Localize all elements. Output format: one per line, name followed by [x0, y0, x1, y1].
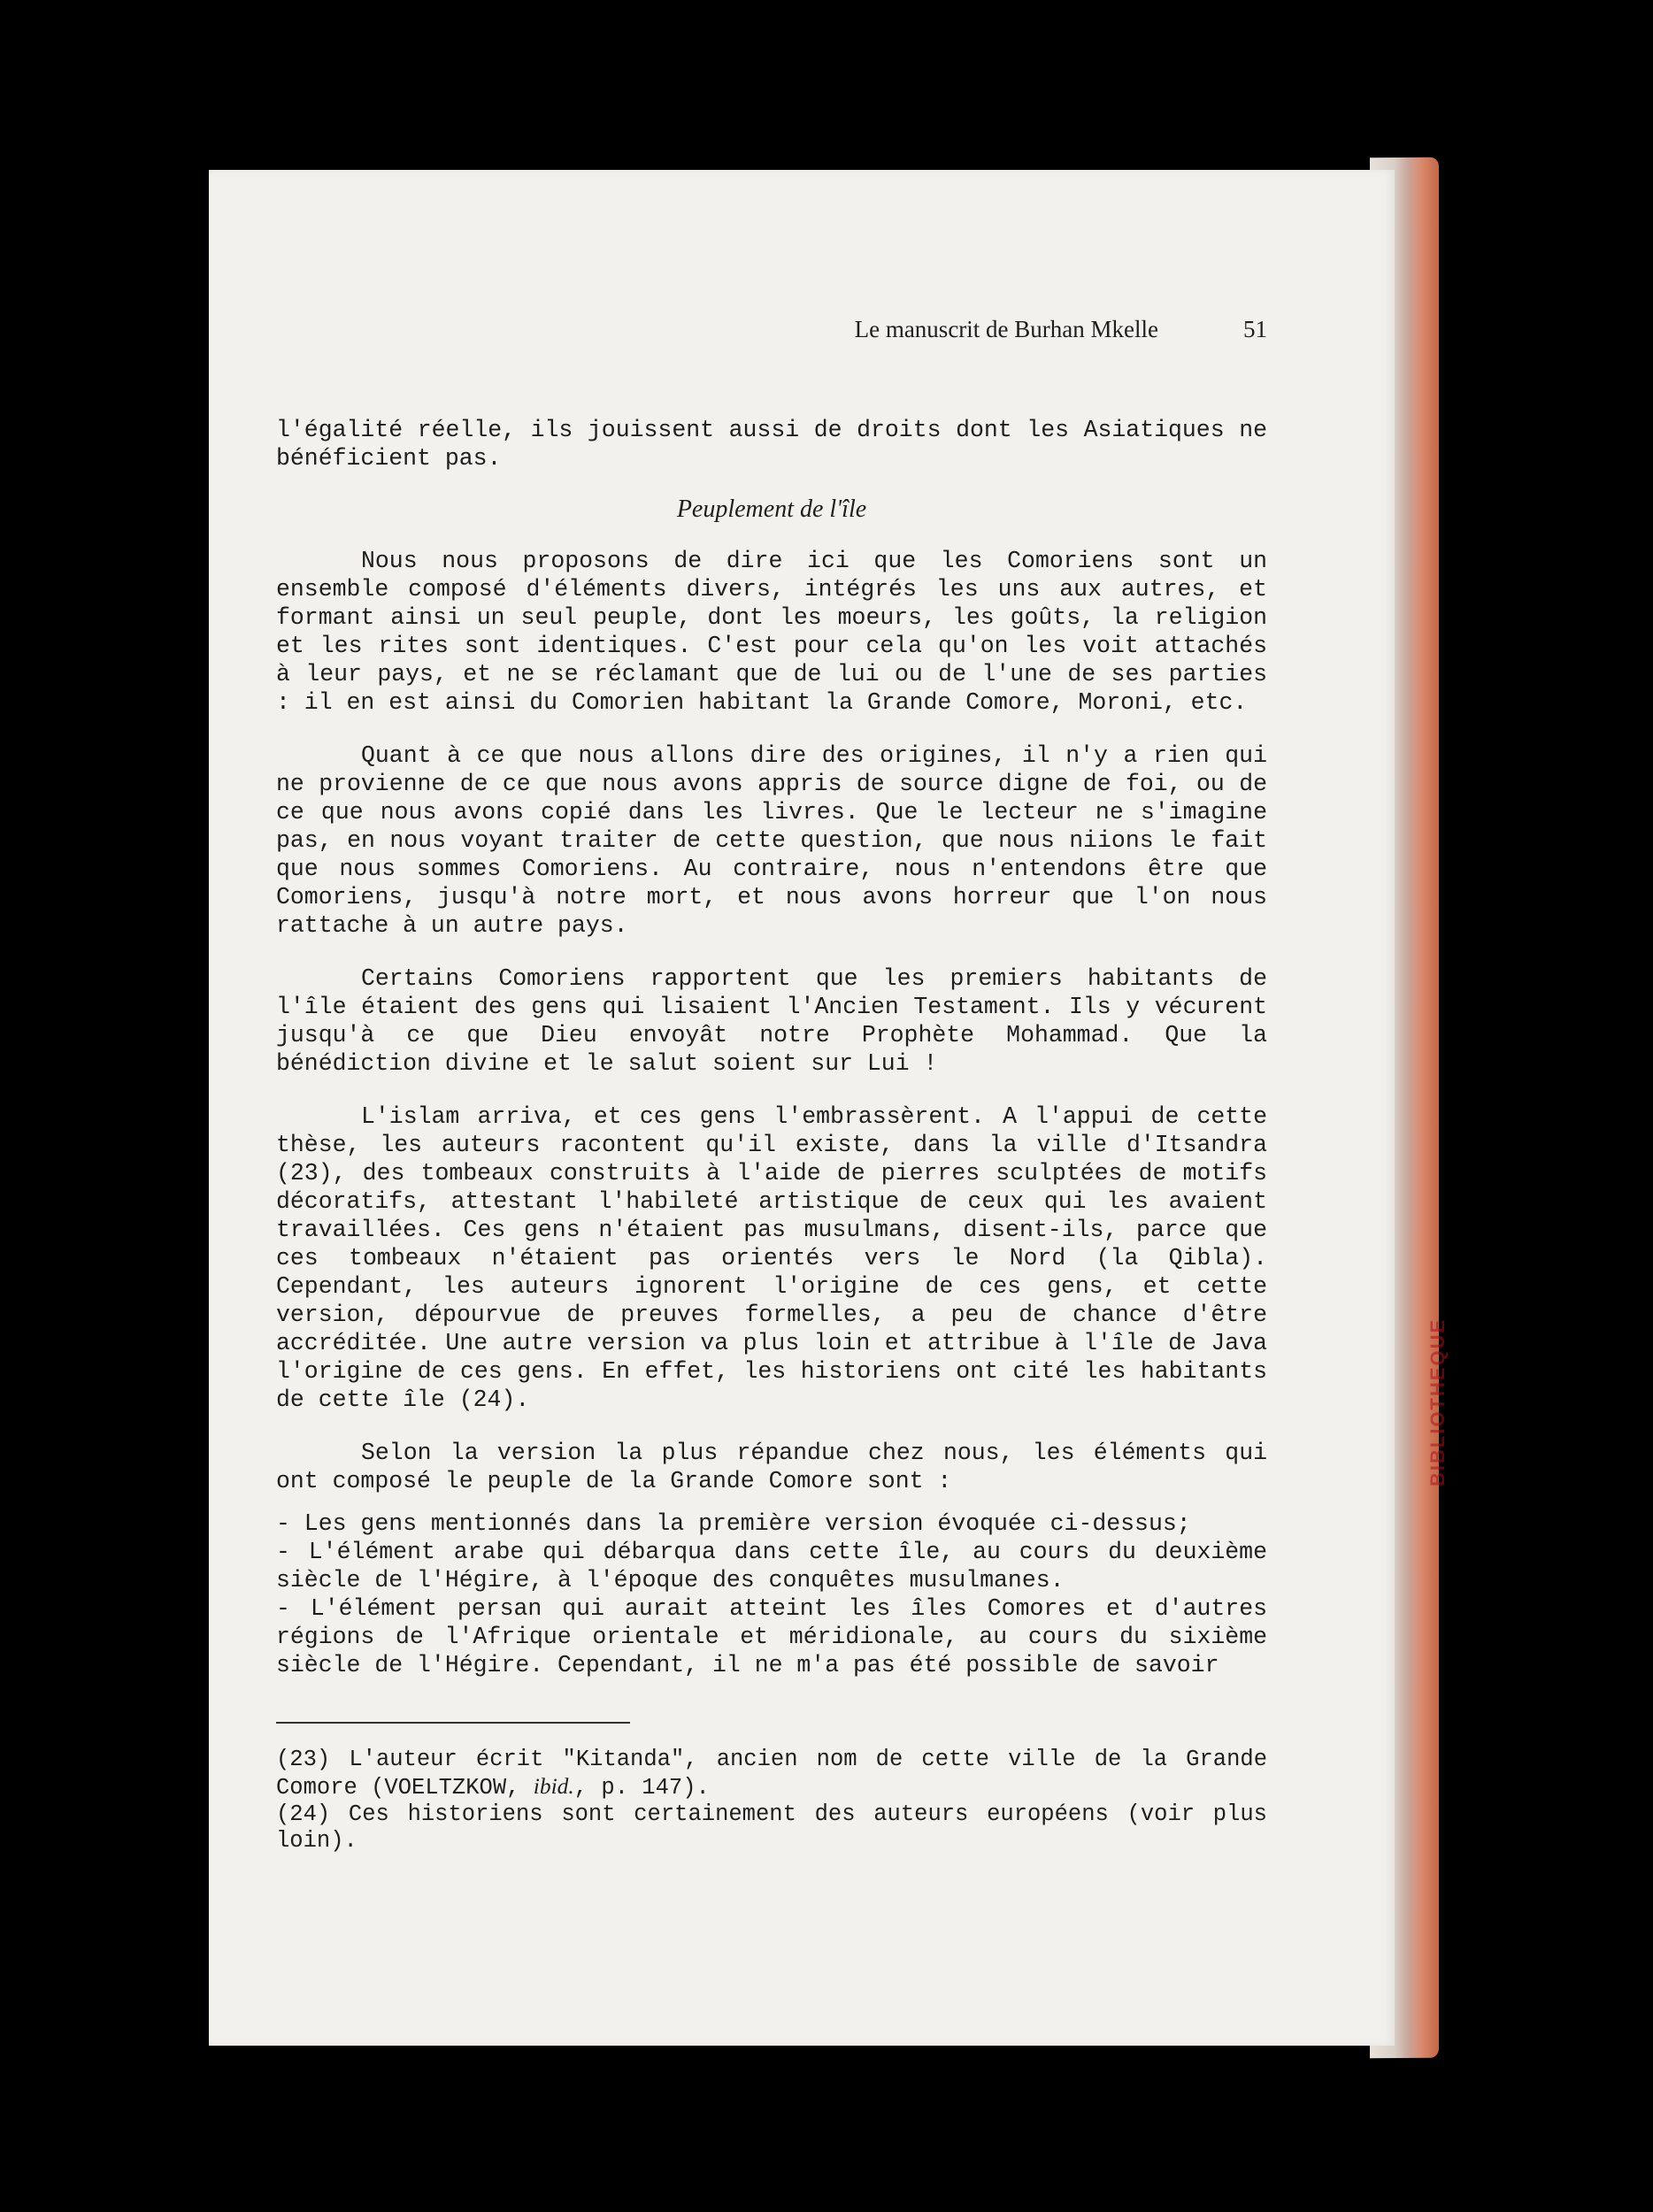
list-item: - L'élément arabe qui débarqua dans cette île, au cours du deuxième siècle de l'Hégire, à l'époque des conquêtes musulmanes. — [276, 1539, 1267, 1594]
footnote-divider — [276, 1722, 630, 1724]
footnotes — [276, 1747, 1267, 1855]
paragraph: Certains Comoriens rapportent que les premiers habitants de l'île étaient des gens qui lisaient l'Ancien Testament. Ils y vécurent jusqu'à ce que Dieu envoyât notre Prophète Mohammad. Que la bénédiction divine et le salut soient sur Lui ! — [276, 965, 1267, 1077]
footnote-23-text: (23) L'auteur écrit "Kitanda", ancien nom de cette ville de la Grande Comore (VOELTZKOW, — [276, 1747, 1267, 1801]
body-text — [276, 416, 1267, 1855]
paragraph-continued: l'égalité réelle, ils jouissent aussi de droits dont les Asiatiques ne bénéficient pas. — [276, 417, 1267, 472]
paragraph: Selon la version la plus répandue chez nous, les éléments qui ont composé le peuple de la Grande Comore sont : — [276, 1440, 1267, 1494]
list-item: - Les gens mentionnés dans la première version évoquée ci-dessus; — [276, 1510, 1191, 1537]
origins-list — [276, 1509, 1267, 1679]
footnote-23-ref: , p. 147). — [573, 1775, 710, 1801]
footnote-24: (24) Ces historiens sont certainement des auteurs européens (voir plus loin). — [276, 1801, 1267, 1854]
paragraph: Quant à ce que nous allons dire des origines, il n'y a rien qui ne provienne de ce que nous avons appris de source digne de foi, ou de ce que nous avons copié dans les livres. Que le lecteur ne s'imagine pas, en nous voyant traiter de cette question, que nous niions le fait que nous sommes Comoriens. Au contraire, nous n'entendons être que Comoriens, jusqu'à notre mort, et nous avons horreur que l'on nous rattache à un autre pays. — [276, 742, 1267, 939]
page-number: 51 — [1243, 316, 1267, 342]
paragraph: Nous nous proposons de dire ici que les Comoriens sont un ensemble composé d'éléments divers, intégrés les uns aux autres, et formant ainsi un seul peuple, dont les moeurs, les goûts, la religion et les rites sont identiques. C'est pour cela qu'on les voit attachés à leur pays, et ne se réclamant que de lui ou de l'une de ses parties : il en est ainsi du Comorien habitant la Grande Comore, Moroni, etc. — [276, 548, 1267, 716]
running-title: Le manuscrit de Burhan Mkelle — [854, 316, 1158, 342]
footnote-23 — [276, 1747, 1267, 1801]
running-header — [276, 315, 1267, 343]
footnote-23-ibid: ibid. — [533, 1773, 574, 1799]
book-page — [209, 170, 1395, 2046]
library-stamp — [1400, 867, 1449, 1486]
section-heading: Peuplement de l'île — [676, 495, 867, 523]
list-item: - L'élément persan qui aurait atteint les îles Comores et d'autres régions de l'Afrique orientale et méridionale, au cours du sixième siècle de l'Hégire. Cependant, il ne m'a pas été possible de savoir — [276, 1595, 1267, 1678]
paragraph: L'islam arriva, et ces gens l'embrassèrent. A l'appui de cette thèse, les auteurs racontent qu'il existe, dans la ville d'Itsandra (23), des tombeaux construits à l'aide de pierres sculptées de motifs décoratifs, attestant l'habileté artistique de ceux qui les avaient travaillées. Ces gens n'étaient pas musulmans, disent-ils, parce que ces tombeaux n'étaient pas orientés vers le Nord (la Qibla). Cependant, les auteurs ignorent l'origine de ces gens, et cette version, dépourvue de preuves formelles, a peu de chance d'être accréditée. Une autre version va plus loin et attribue à l'île de Java l'origine de ces gens. En effet, les historiens ont cité les habitants de cette île (24). — [276, 1103, 1267, 1413]
library-stamp-text: BIBLIOTHEQUE — [1426, 1317, 1449, 1486]
